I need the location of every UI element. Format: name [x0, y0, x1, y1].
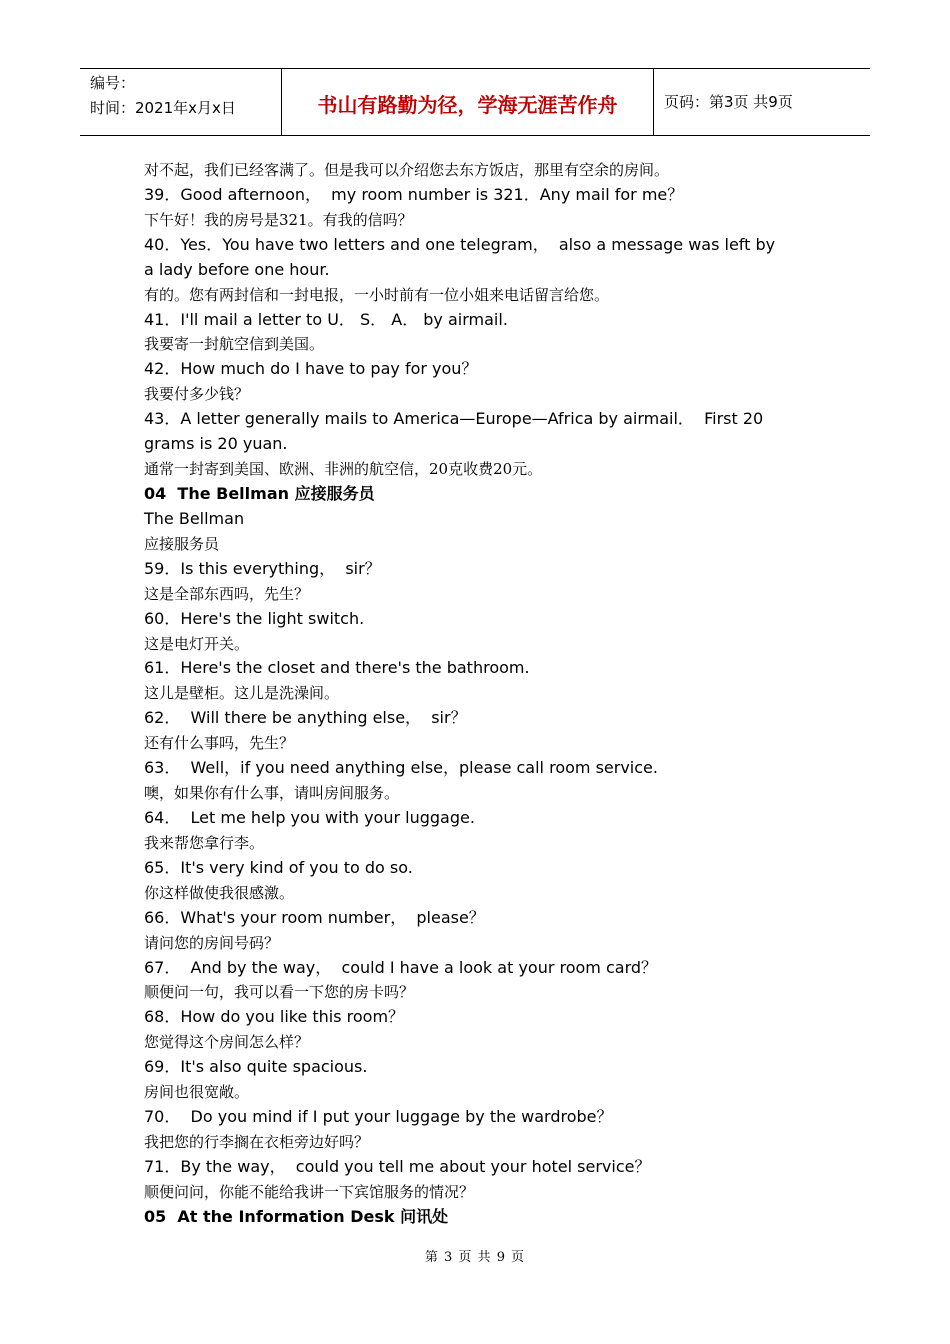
chinese-line: 这是电灯开关。 — [144, 634, 250, 653]
chinese-line: 噢，如果你有什么事，请叫房间服务。 — [144, 784, 400, 803]
english-line: 66．What's your room number， please？ — [144, 907, 485, 927]
english-line: 65．It's very kind of you to do so. — [144, 857, 413, 877]
chinese-line: 我来帮您拿行李。 — [144, 833, 265, 852]
chinese-line: 我要付多少钱？ — [144, 385, 250, 404]
english-line: 70． Do you mind if I put your luggage by the wardrobe？ — [144, 1107, 613, 1127]
english-line: grams is 20 yuan. — [144, 434, 288, 454]
english-line: 62． Will there be anything else， sir？ — [144, 708, 467, 728]
english-line: 60．Here's the light switch. — [144, 608, 365, 628]
document-body — [144, 158, 824, 1230]
chinese-line: 这儿是壁柜。这儿是洗澡间。 — [144, 684, 340, 703]
document-number-label: 编号： — [90, 74, 136, 92]
chinese-line: 顺便问问，你能不能给我讲一下宾馆服务的情况？ — [144, 1182, 475, 1201]
chinese-line: 房间也很宽敞。 — [144, 1083, 250, 1102]
english-line: a lady before one hour. — [144, 259, 330, 279]
document-time-label: 时间：2021年x月x日 — [90, 99, 236, 117]
english-line: 41．I'll mail a letter to U． S． A． by airmail. — [144, 309, 508, 329]
chinese-line: 对不起，我们已经客满了。但是我可以介绍您去东方饭店，那里有空余的房间。 — [144, 161, 670, 179]
header-motto-cell — [282, 69, 654, 135]
chinese-line: 下午好！我的房号是321。有我的信吗？ — [144, 210, 413, 229]
header-page-number: 页码：第3页 共9页 — [664, 93, 793, 111]
chinese-line: 顺便问一句，我可以看一下您的房卡吗？ — [144, 983, 415, 1002]
english-line: 69．It's also quite spacious. — [144, 1057, 368, 1077]
english-line: 59．Is this everything， sir？ — [144, 558, 381, 578]
english-line: 61．Here's the closet and there's the bathroom. — [144, 658, 530, 678]
chinese-line: 你这样做使我很感激。 — [144, 883, 295, 902]
english-line: 64． Let me help you with your luggage. — [144, 807, 475, 827]
header-meta-cell — [80, 69, 282, 135]
english-line: 40．Yes．You have two letters and one telegram， also a message was left by — [144, 234, 776, 254]
chinese-line: 我要寄一封航空信到美国。 — [144, 335, 325, 354]
section-heading: 05 At the Information Desk 问讯处 — [144, 1206, 449, 1226]
chinese-line: 还有什么事吗，先生？ — [144, 734, 295, 753]
english-line: 39．Good afternoon， my room number is 321．Any mail for me？ — [144, 184, 684, 204]
chinese-line: 这是全部东西吗，先生？ — [144, 584, 310, 603]
header-page-cell — [654, 69, 870, 135]
chinese-line: 请问您的房间号码？ — [144, 933, 280, 952]
chinese-line: 有的。您有两封信和一封电报，一小时前有一位小姐来电话留言给您。 — [144, 285, 610, 304]
page-footer: 第 3 页 共 9 页 — [424, 1250, 526, 1265]
chinese-line: 应接服务员 — [144, 534, 220, 553]
chinese-line: 通常一封寄到美国、欧洲、非洲的航空信，20克收费20元。 — [144, 460, 543, 479]
chinese-line: 您觉得这个房间怎么样？ — [144, 1033, 310, 1052]
section-heading: 04 The Bellman 应接服务员 — [144, 483, 375, 503]
english-line: 68．How do you like this room？ — [144, 1007, 405, 1027]
english-line: The Bellman — [144, 508, 245, 528]
english-line: 63． Well，if you need anything else，please call room service. — [144, 758, 658, 778]
english-line: 71．By the way， could you tell me about your hotel service？ — [144, 1156, 651, 1176]
english-line: 43．A letter generally mails to America—Europe—Africa by airmail． First 20 — [144, 409, 764, 429]
page-header — [80, 68, 870, 136]
header-motto: 书山有路勤为径，学海无涯苦作舟 — [317, 93, 618, 117]
chinese-line: 我把您的行李搁在衣柜旁边好吗？ — [144, 1132, 370, 1151]
english-line: 42．How much do I have to pay for you？ — [144, 359, 478, 379]
english-line: 67． And by the way， could I have a look at your room card？ — [144, 957, 658, 977]
